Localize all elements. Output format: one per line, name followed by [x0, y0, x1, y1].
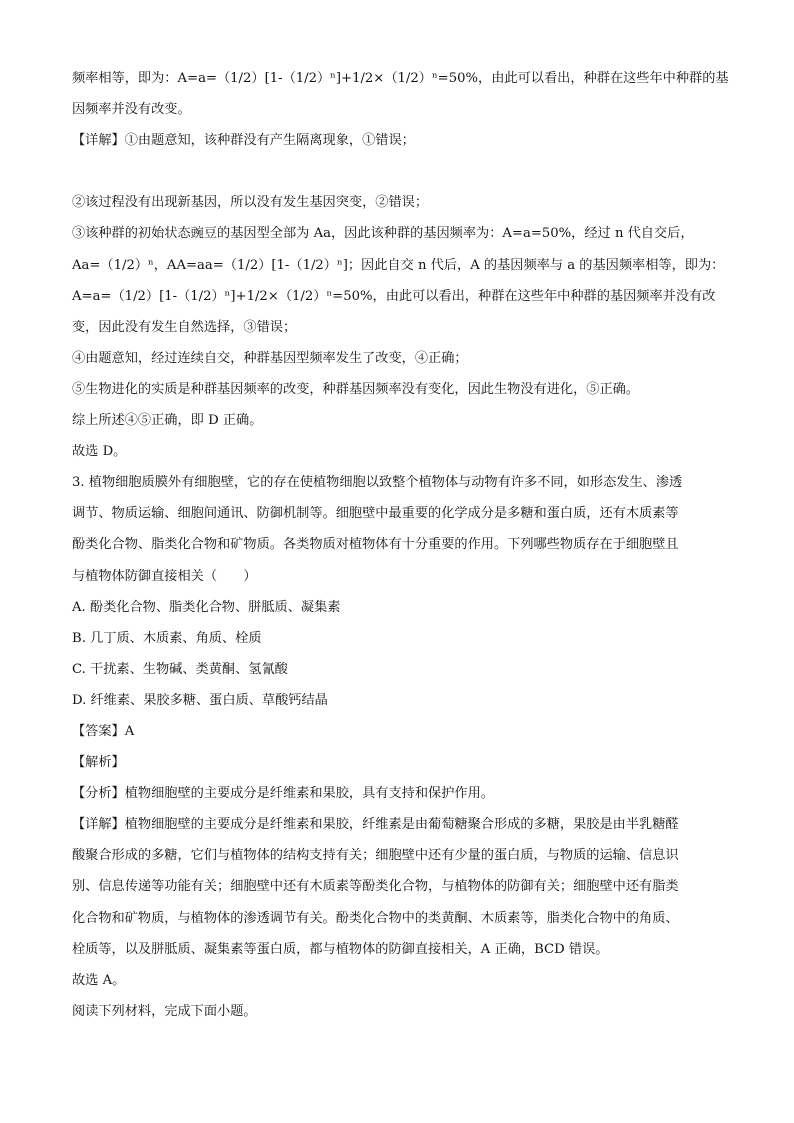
option-b: B. 几丁质、木质素、角质、栓质 [72, 630, 262, 646]
text-line: Aa=（1/2）ⁿ，AA=aa=（1/2）[1-（1/2）ⁿ]；因此自交 n 代后，A 的基因频率与 a 的基因频率相等，即为： [72, 257, 725, 273]
text-line: 栓质等，以及胼胝质、凝集素等蛋白质，都与植物体的防御直接相关，A 正确，BCD 错误。 [72, 941, 609, 957]
text-line: 【详解】①由题意知，该种群没有产生隔离现象，①错误； [72, 133, 415, 149]
text-line: 【详解】植物细胞壁的主要成分是纤维素和果胶，纤维素是由葡萄糖聚合形成的多糖，果胶是由半乳糖醛 [72, 817, 679, 833]
text-line: ②该过程没有出现新基因，所以没有发生基因突变，②错误； [72, 195, 429, 211]
question-stem-line: 与植物体防御直接相关（ ） [72, 568, 257, 584]
text-line: ⑤生物进化的实质是种群基因频率的改变，种群基因频率没有变化，因此生物没有进化，⑤正确。 [72, 381, 640, 397]
analysis-heading: 【解析】 [72, 755, 125, 771]
text-line: 因频率并没有改变。 [72, 102, 191, 118]
question-stem-line: 酚类化合物、脂类化合物和矿物质。各类物质对植物体有十分重要的作用。下列哪些物质存在于细胞壁且 [72, 537, 679, 553]
text-line: 别、信息传递等功能有关；细胞壁中还有木质素等酚类化合物，与植物体的防御有关；细胞壁中还有脂类 [72, 879, 679, 895]
document-body [72, 63, 729, 1027]
text-line: ④由题意知，经过连续自交，种群基因型频率发生了改变，④正确； [72, 350, 468, 366]
text-line: 【分析】植物细胞壁的主要成分是纤维素和果胶，具有支持和保护作用。 [72, 786, 494, 802]
text-line: 变，因此没有发生自然选择，③错误； [72, 319, 297, 335]
text-line: 综上所述④⑤正确，即 D 正确。 [72, 413, 263, 429]
text-line: 故选 A。 [72, 972, 126, 988]
text-line: 化合物和矿物质，与植物体的渗透调节有关。酚类化合物中的类黄酮、木质素等，脂类化合物中的角质、 [72, 910, 679, 926]
answer-line: 【答案】A [72, 723, 135, 739]
question-stem-line: 3. 植物细胞质膜外有细胞壁，它的存在使植物细胞以致整个植物体与动物有许多不同，如形态发生、渗透 [72, 475, 683, 491]
text-line: 酸聚合形成的多糖，它们与植物体的结构支持有关；细胞壁中还有少量的蛋白质，与物质的运输、信息识 [72, 848, 679, 864]
blank-line [72, 156, 722, 187]
option-a: A. 酚类化合物、脂类化合物、胼胝质、凝集素 [72, 599, 341, 615]
option-c: C. 干扰素、生物碱、类黄酮、氢氰酸 [72, 661, 288, 677]
text-line: A=a=（1/2）[1-（1/2）ⁿ]+1/2×（1/2）ⁿ=50%，由此可以看出，种群在这些年中种群的基因频率并没有改 [72, 288, 716, 304]
text-line: 阅读下列材料，完成下面小题。 [72, 1003, 257, 1019]
option-d: D. 纤维素、果胶多糖、蛋白质、草酸钙结晶 [72, 692, 328, 708]
text-line: ③该种群的初始状态豌豆的基因型全部为 Aa，因此该种群的基因频率为：A=a=50%，经过 n 代自交后， [72, 226, 694, 242]
text-line: 频率相等，即为：A=a=（1/2）[1-（1/2）ⁿ]+1/2×（1/2）ⁿ=50%，由此可以看出，种群在这些年中种群的基 [72, 71, 729, 86]
text-line: 故选 D。 [72, 444, 127, 460]
question-stem-line: 调节、物质运输、细胞间通讯、防御机制等。细胞壁中最重要的化学成分是多糖和蛋白质，还有木质素等 [72, 506, 679, 522]
